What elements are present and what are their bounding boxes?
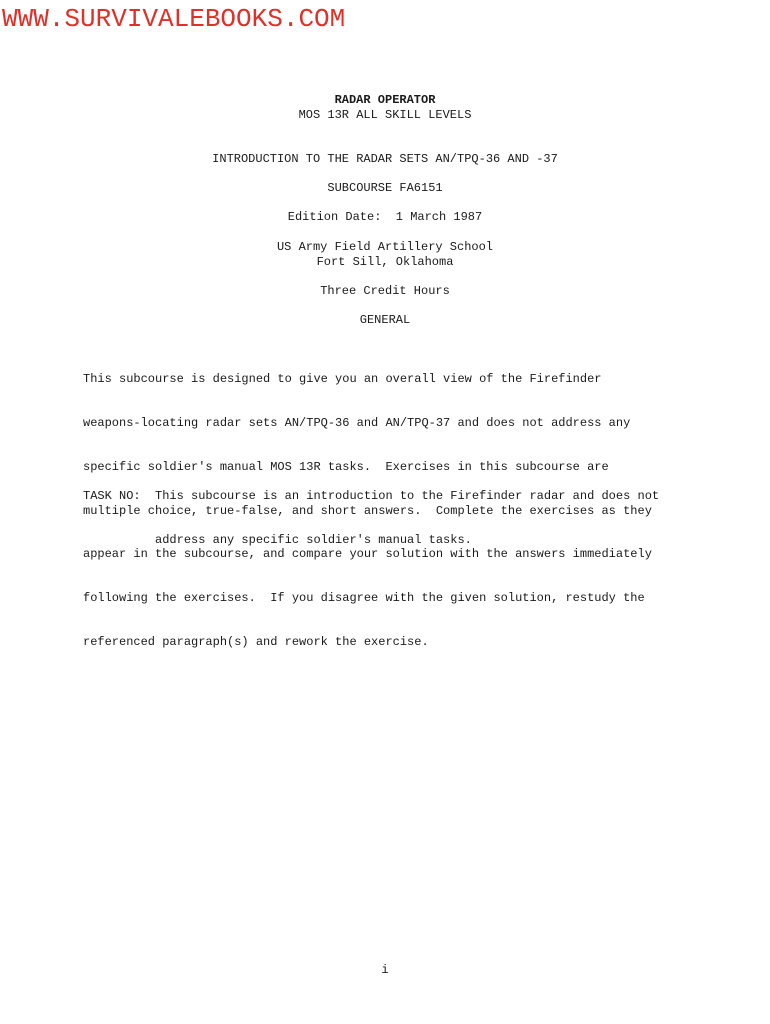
general-heading: GENERAL (359, 313, 411, 327)
subcourse-number: SUBCOURSE FA6151 (327, 181, 443, 195)
task-no-section (83, 460, 723, 562)
introduction-line: INTRODUCTION TO THE RADAR SETS AN/TPQ-36 AND -37 (212, 152, 558, 166)
paragraph-line: multiple choice, true-false, and short answers. Complete the exercises as they (83, 503, 652, 518)
school-location: Fort Sill, Oklahoma (316, 255, 454, 269)
task-line: TASK NO: This subcourse is an introduction to the Firefinder radar and does not (83, 489, 660, 504)
watermark-text: WWW.SURVIVALEBOOKS.COM (2, 4, 346, 34)
task-line: address any specific soldier's manual tasks. (83, 532, 472, 547)
paragraph-line: specific soldier's manual MOS 13R tasks. Exercises in this subcourse are (83, 459, 609, 474)
document-title: RADAR OPERATOR (334, 93, 436, 107)
page-number: i (381, 963, 389, 977)
school-name: US Army Field Artillery School (276, 240, 494, 254)
credit-hours: Three Credit Hours (320, 284, 450, 298)
paragraph-line: appear in the subcourse, and compare your solution with the answers immediately (83, 547, 652, 562)
paragraph-line: referenced paragraph(s) and rework the exercise. (83, 634, 429, 649)
paragraph-line: following the exercises. If you disagree with the given solution, restudy the (83, 591, 645, 606)
paragraph-line: weapons-locating radar sets AN/TPQ-36 and AN/TPQ-37 and does not address any (83, 415, 631, 430)
edition-date: Edition Date: 1 March 1987 (287, 210, 483, 224)
paragraph-line: This subcourse is designed to give you an overall view of the Firefinder (83, 372, 602, 387)
mos-line: MOS 13R ALL SKILL LEVELS (298, 108, 472, 122)
